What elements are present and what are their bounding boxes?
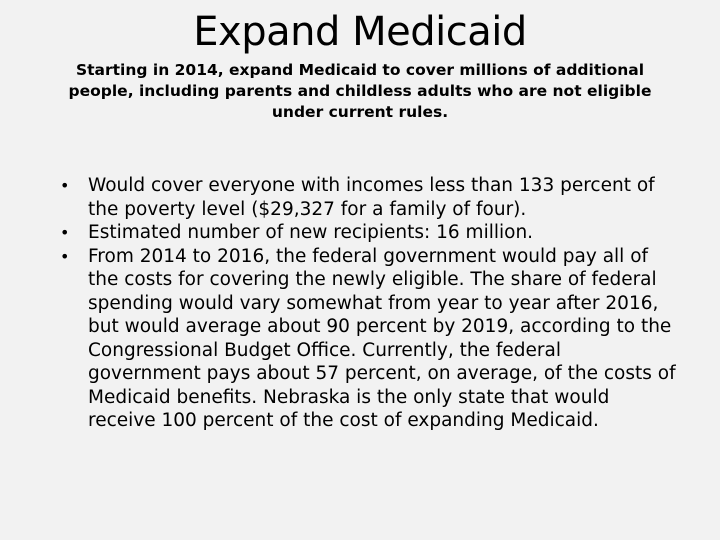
slide-title: Expand Medicaid (193, 9, 527, 55)
bullet-icon: • (60, 223, 70, 242)
bullet-item (56, 221, 676, 245)
bullet-item (56, 174, 676, 221)
bullet-item (56, 245, 676, 433)
bullet-text: Would cover everyone with incomes less than 133 percent of the poverty level ($29,327 for a family of four). (88, 175, 655, 220)
bullet-list (56, 174, 676, 433)
slide-subtitle: Starting in 2014, expand Medicaid to cover millions of additional people, including parents and childless adults who are not eligible under current rules. (68, 61, 652, 121)
bullet-text: From 2014 to 2016, the federal government would pay all of the costs for covering the newly eligible. The share of federal spending would vary somewhat from year to year after 2016, but would average about 90 percent by 2019, according to the Congressional Budget Office. Currently, the federal government pays about 57 percent, on average, of the costs of Medicaid benefits. Nebraska is the only state that would receive 100 percent of the cost of expanding Medicaid. (88, 245, 676, 431)
bullet-icon: • (60, 176, 70, 195)
bullet-icon: • (60, 246, 70, 266)
bullet-text: Estimated number of new recipients: 16 million. (88, 222, 534, 243)
